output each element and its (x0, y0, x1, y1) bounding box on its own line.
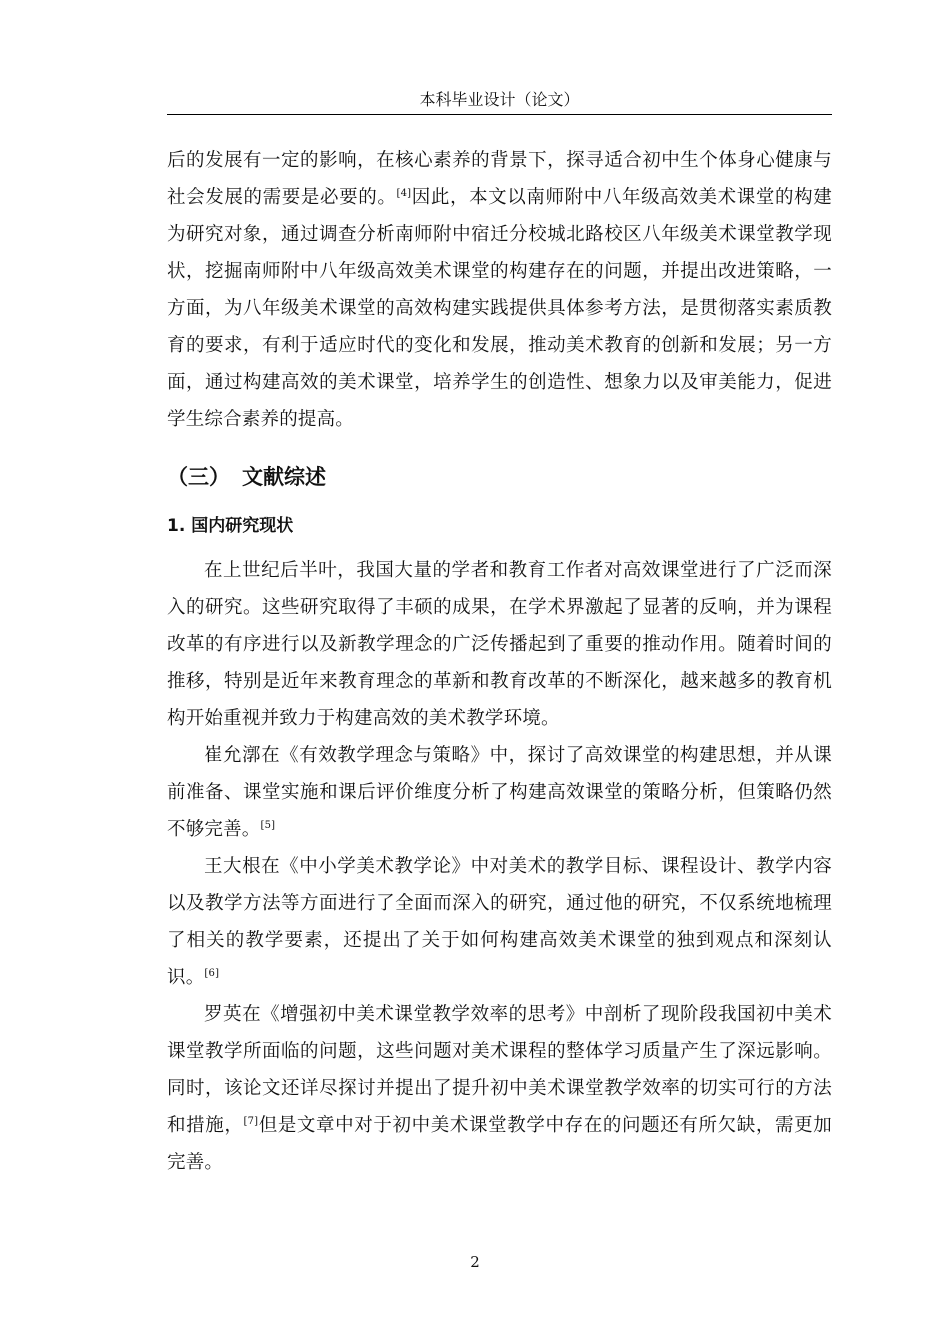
citation-ref: [4] (396, 188, 412, 199)
paragraph (167, 552, 832, 737)
paragraph (167, 996, 832, 1181)
paragraph (167, 848, 832, 996)
citation-ref: [5] (260, 820, 276, 831)
paragraph-text: 王大根在《中小学美术教学论》中对美术的教学目标、课程设计、教学内容以及教学方法等方面进行了全面而深入的研究，通过他的研究，不仅系统地梳理了相关的教学要素，还提出了关于如何构建高效美术课堂的独到观点和深刻认识。 (167, 856, 832, 988)
section-number: （三） (167, 465, 230, 489)
paragraph-text: 崔允漷在《有效教学理念与策略》中，探讨了高效课堂的构建思想，并从课前准备、课堂实施和课后评价维度分析了构建高效课堂的策略分析，但策略仍然不够完善。 (167, 745, 832, 840)
subsection-heading: 1. 国内研究现状 (167, 516, 294, 536)
paragraph-text: 后的发展有一定的影响，在核心素养的背景下，探寻适合初中生个体身心健康与社会发展的需要是必要的。 (167, 150, 832, 208)
citation-ref: [7] (243, 1116, 259, 1127)
paragraph-continuation (167, 142, 832, 438)
page-number: 2 (470, 1253, 480, 1271)
paragraph-text: 在上世纪后半叶，我国大量的学者和教育工作者对高效课堂进行了广泛而深入的研究。这些研究取得了丰硕的成果，在学术界激起了显著的反响，并为课程改革的有序进行以及新教学理念的广泛传播起到了重要的推动作用。随着时间的推移，特别是近年来教育理念的革新和教育改革的不断深化，越来越多的教育机构开始重视并致力于构建高效的美术教学环境。 (167, 560, 832, 729)
section-heading (167, 462, 832, 492)
section-title: 文献综述 (242, 465, 326, 489)
paragraph-text: 但是文章中对于初中美术课堂教学中存在的问题还有所欠缺，需更加完善。 (167, 1115, 832, 1173)
document-body (167, 142, 832, 1181)
paragraph-text: 因此，本文以南师附中八年级高效美术课堂的构建为研究对象，通过调查分析南师附中宿迁分校城北路校区八年级美术课堂教学现状，挖掘南师附中八年级高效美术课堂的构建存在的问题，并提出改进策略，一方面，为八年级美术课堂的高效构建实践提供具体参考方法，是贯彻落实素质教育的要求，有利于适应时代的变化和发展，推动美术教育的创新和发展；另一方面，通过构建高效的美术课堂，培养学生的创造性、想象力以及审美能力，促进学生综合素养的提高。 (167, 187, 832, 430)
page-header: 本科毕业设计（论文） (419, 90, 580, 109)
paragraph (167, 737, 832, 848)
header-divider (167, 114, 832, 115)
citation-ref: [6] (204, 968, 220, 979)
paragraph-text: 罗英在《增强初中美术课堂教学效率的思考》中剖析了现阶段我国初中美术课堂教学所面临的问题，这些问题对美术课程的整体学习质量产生了深远影响。同时，该论文还详尽探讨并提出了提升初中美术课堂教学效率的切实可行的方法和措施， (167, 1004, 832, 1136)
